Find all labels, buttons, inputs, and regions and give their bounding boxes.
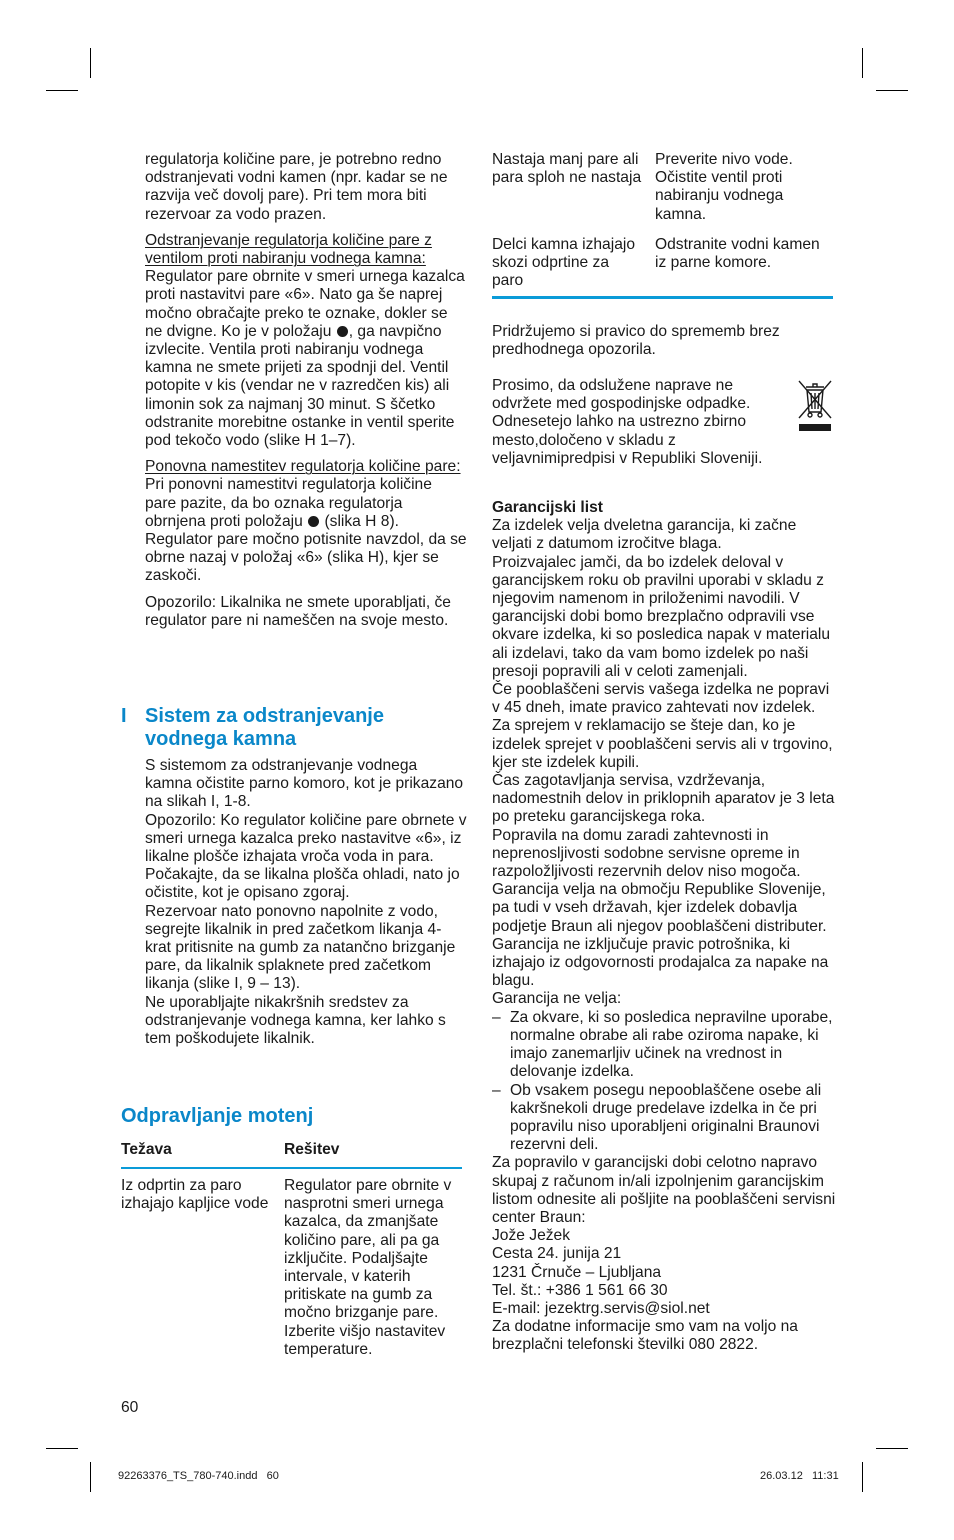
troubleshooting-title: Odpravljanje motenj <box>121 1105 314 1127</box>
crop-mark <box>90 48 91 78</box>
table-bottom-rule <box>492 296 833 299</box>
bullet-dot-icon <box>337 326 348 337</box>
crop-mark <box>876 1448 908 1449</box>
subheading-remove-regulator: Odstranjevanje regulatorja količine pare z ventilom proti nabiranju vodnega kamna: <box>145 231 432 268</box>
section-letter: I <box>121 705 127 727</box>
crossed-wheelie-bin-icon <box>796 378 834 434</box>
left-column-text <box>145 151 467 638</box>
service-email: E-mail: jezektrg.servis@siol.net <box>492 1299 710 1317</box>
list-item: – Ob vsakem posegu nepooblaščene osebe ali kakršnekoli druge predelave izdelka in če pri popravilu niso uporabljeni originalni Braunovi rezervni deli. <box>492 1081 822 1154</box>
footer-file-info: 92263376_TS_780-740.indd 60 <box>118 1470 279 1482</box>
page-number: 60 <box>121 1399 139 1416</box>
table-header-solution: Rešitev <box>284 1141 340 1158</box>
crop-mark <box>46 90 78 91</box>
descaling-text: S sistemom za odstranjevanje vodnega kamna očistite parno komoro, kot je prikazano na slikah I, 1-8. Opozorilo: Ko regulator količine pare obrnete v smeri urnega kazalca preko nastavitve «6», iz likalne plošče izhajata vroča voda in para. Počakajte, da se likalna plošča ohladi, nato jo očistite, kot je opisano zgoraj. Rezervoar nato ponovno napolnite z vodo, segrejte likalnik in pred začetkom likanja 4-krat pritisnite na gumb za natančno brizganje pare, da likalnik splaknete pred začetkom likanja (slike I, 9 – 13). Ne uporabljajte nikakršnih sredstev za odstranjevanje vodnega kamna, ker lahko s tem poškodujete likalnik. <box>145 757 467 1048</box>
crop-mark <box>862 48 863 78</box>
service-address: Jože Ježek <box>492 1227 571 1245</box>
crop-mark <box>90 1462 91 1492</box>
table-cell-solution: Odstranite vodni kamen iz parne komore. <box>655 236 820 272</box>
table-header-rule <box>121 1167 462 1169</box>
footer-date: 26.03.12 11:31 <box>760 1470 839 1482</box>
bullet-dot-icon <box>308 516 319 527</box>
table-cell-problem: Iz odprtin za paro izhajajo kapljice vode <box>121 1177 269 1213</box>
crop-mark <box>862 1462 863 1492</box>
paragraph: Opozorilo: Likalnika ne smete uporabljati, če regulator pare ni nameščen na svoje mesto. <box>145 593 451 629</box>
paragraph: Pri ponovni namestitvi regulatorja količine pare pazite, da bo oznaka regulatorja obrnjena proti položaju (slika H 8). Regulator pare močno potisnite navzdol, da se obrne nazaj v položaj «6» (slika H), kjer se zaskoči. <box>145 476 467 585</box>
table-cell-solution: Preverite nivo vode. Očistite ventil proti nabiranju vodnega kamna. <box>655 151 793 223</box>
disposal-notice: Prosimo, da odslužene naprave ne odvržete med gospodinjske odpadke. Odnesetejo lahko na ustrezno zbirno mesto,določeno v skladu z veljavnimipredpisi v Republiki Sloveniji. <box>492 377 763 467</box>
table-cell-solution: Regulator pare obrnite v nasprotni smeri urnega kazalca, da zmanjšate količino pare, ali pa ga izključite. Podaljšajte intervale, v katerih pritiskate na gumb za močno brizganje pare. Izberite višjo nastavitev temperature. <box>284 1177 452 1358</box>
subheading-refit-regulator: Ponovna namestitev regulatorja količine pare: <box>145 458 461 476</box>
table-cell-problem: Nastaja manj pare ali para sploh ne nastaja <box>492 151 642 187</box>
warranty-section: Garancijski list Za izdelek velja dveletna garancija, ki začne veljati z datumom izročitve blaga. Proizvajalec jamči, da bo izdelek deloval v garancijskem roku ob pravilni uporabi v skladu z njegovim namenom in priloženimi navodili. V garancijski dobi bomo brezplačno odpravili vse okvare izdelka, ki so posledica napak v materialu ali izdelavi, tako da vam bomo izdelek po naši presoji popravili ali v celoti zamenjali. Če pooblaščeni servis vašega izdelka ne popravi v 45 dneh, imate pravico zahtevati nov izdelek. Za sprejem v reklamacijo se šteje dan, ko je izdelek sprejet v pooblaščeni servis ali v trgovino, kjer ste izdelek kupili. Čas zagotavljanja servisa, vzdrževanja, nadomestnih delov in priklopnih aparatov je 3 leta po preteku garancijskega roka. Popravila na domu zaradi zahtevnosti in neprenosljivosti sodobne servisne opreme in razpoložljivosti rezervnih delov niso mogoča. Garancija velja na območju Republike Slovenije, pa tudi v vseh državah, kjer izdelek dobavlja podjetje Braun ali njegov pooblaščeni distributer. Garancija ne izključuje pravic potrošnika, ki izhajajo iz odgovornosti prodajalca za napake na blagu. Garancija ne velja: – Za okvare, ki so posledica nepravilne uporabe, normalne obrabe ali rabe oziroma napake, ki imajo zanemarljiv učinek na vrednost in delovanje izdelka. – Ob vsakem posegu nepooblaščene osebe ali kakršnekoli druge predelave izdelka in če pri popravilu niso uporabljeni originalni Braunovi rezervni deli. Za popravilo v garancijski dobi celotno napravo skupaj z računom in/ali izpolnjenim garancijskim listom odnesite ali pošljite na pooblaščeni servisni center Braun: Jože Ježek Cesta 24. junija 21 1231 Črnuče – Ljubljana Tel. št.: +386 1 561 66 30 E-mail: jezektrg.servis@siol.net Za dodatne informacije smo vam na voljo na brezplačni telefonski številki 080 2822. <box>492 499 836 1354</box>
table-header-problem: Težava <box>121 1141 172 1158</box>
paragraph: Regulator pare obrnite v smeri urnega kazalca proti nastavitvi pare «6». Nato ga še naprej močno obračajte preko te oznake, dokler se ne dvigne. Ko je v položaju , ga navpično izvlecite. Ventila proti nabiranju vodnega kamna ne smete prijeti za spodnji del. Ventil potopite v kis (vendar ne v razredčen kis) ali limonin sok za najmanj 30 minut. S ščetko odstranite morebitne ostanke in ventil sperite pod tekočo vodo (slike H 1–7). <box>145 268 465 450</box>
table-cell-problem: Delci kamna izhajajo skozi odprtine za paro <box>492 236 636 290</box>
list-item: – Za okvare, ki so posledica nepravilne uporabe, normalne obrabe ali rabe oziroma napake, ki imajo zanemarljiv učinek na vrednost in delovanje izdelka. <box>492 1008 833 1081</box>
changes-notice: Pridržujemo si pravico do sprememb brez predhodnega opozorila. <box>492 323 780 359</box>
crop-mark <box>46 1448 78 1449</box>
section-title: Sistem za odstranjevanje vodnega kamna <box>145 705 384 750</box>
warranty-title: Garancijski list <box>492 499 603 516</box>
paragraph: regulatorja količine pare, je potrebno redno odstranjevati vodni kamen (npr. kadar se ne razvija več dovolj pare). Pri tem mora biti rezervoar za vodo prazen. <box>145 151 448 223</box>
crop-mark <box>876 90 908 91</box>
